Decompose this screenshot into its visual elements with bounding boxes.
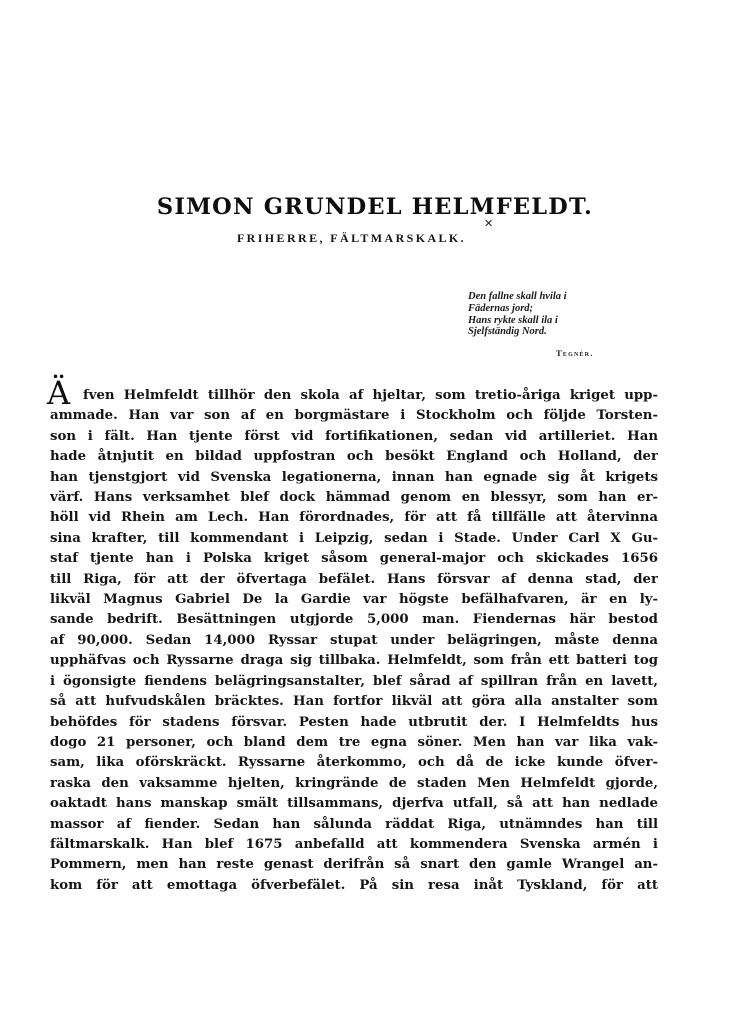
page-title: SIMON GRUNDEL HELMFELDT. (156, 194, 594, 220)
body-line: Pommern, men han reste genast derifrån så snart den gamle Wrangel an- (50, 857, 658, 873)
ink-mark: ✕ (484, 217, 494, 230)
body-line: han tjenstgjort vid Svenska legationerna, innan han egnade sig åt krigets (50, 469, 658, 485)
body-line: sam, lika oförskräckt. Ryssarne återkommo, och då de icke kunde öfver- (50, 755, 658, 771)
epigraph-line: Den fallne skall hvila i (468, 291, 567, 302)
body-line: massor af fiender. Sedan han sålunda räddat Riga, utnämndes han till (50, 816, 658, 832)
body-line: oaktadt hans manskap smält tillsammans, djerfva utfall, så att han nedlade (50, 796, 658, 812)
epigraph-line: Fädernas jord; (468, 302, 534, 314)
body-line: höll vid Rhein am Lech. Han förordnades, för att få tillfälle att återvinna (50, 510, 658, 526)
body-line: upphäfvas och Ryssarne draga sig tillbaka. Helmfeldt, som från ett batteri tog (50, 653, 658, 669)
drop-cap: Ä (47, 374, 71, 412)
epigraph (468, 291, 668, 338)
body-line: dogo 21 personer, och bland dem tre egna söner. Men han var lika vak- (50, 734, 658, 750)
body-line: så att hufvudskålen bräcktes. Han fortfor likväl att göra alla anstalter som (50, 694, 658, 710)
body-line: värf. Hans verksamhet blef dock hämmad genom en blessyr, som han er- (50, 490, 658, 506)
body-line: likväl Magnus Gabriel De la Gardie var högste befälhafvaren, är en ly- (50, 592, 658, 608)
epigraph-line: Hans rykte skall ila i (468, 314, 558, 326)
body-line: sina krafter, till kommendant i Leipzig, sedan i Stade. Under Carl X Gu- (50, 530, 658, 546)
body-line: kom för att emottaga öfverbefälet. På sin resa inåt Tyskland, för att (50, 877, 658, 893)
body-line: af 90,000. Sedan 14,000 Ryssar stupat under belägringen, måste denna (50, 632, 658, 648)
epigraph-line: Sjelfständig Nord. (468, 326, 547, 338)
body-line: son i fält. Han tjente först vid fortifikationen, sedan vid artilleriet. Han (50, 428, 658, 444)
body-line: ammade. Han var son af en borgmästare i Stockholm och följde Torsten- (50, 408, 658, 424)
body-line: hade åtnjutit en bildad uppfostran och besökt England och Holland, der (50, 449, 658, 465)
epigraph-attribution: Tegnér. (556, 348, 594, 358)
body-line: fältmarskalk. Han blef 1675 anbefalld att kommendera Svenska armén i (50, 836, 658, 852)
body-text (50, 386, 658, 896)
body-line: fven Helmfeldt tillhör den skola af hjeltar, som tretio-åriga kriget upp- (83, 388, 658, 403)
body-line: raska den vaksamme hjelten, kringrände de staden Men Helmfeldt gjorde, (50, 775, 658, 791)
page-subtitle: FRIHERRE, FÄLTMARSKALK. (236, 231, 467, 245)
body-line: behöfdes för stadens försvar. Pesten hade utbrutit der. I Helmfeldts hus (50, 714, 658, 730)
body-line: i ögonsigte fiendens belägringsanstalter, blef sårad af spillran från en lavett, (50, 673, 658, 689)
body-line: staf tjente han i Polska kriget såsom general-major och skickades 1656 (50, 551, 658, 567)
body-line: till Riga, för att der öfvertaga befälet. Hans försvar af denna stad, der (50, 571, 658, 587)
body-line: sande bedrift. Besättningen utgjorde 5,000 man. Fiendernas här bestod (50, 612, 658, 628)
